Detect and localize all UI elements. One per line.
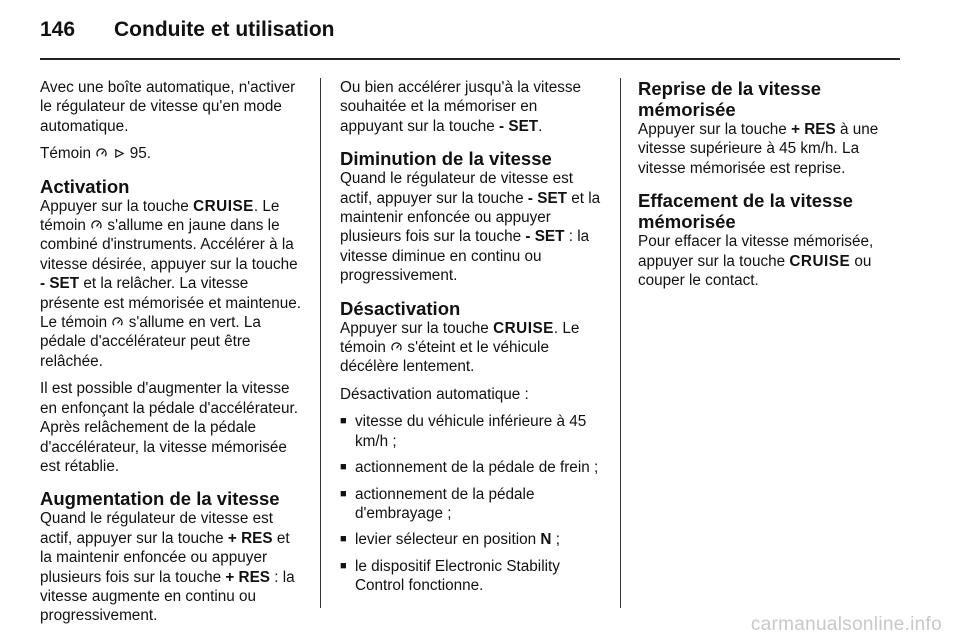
header-rule [40,58,900,60]
column-2 [340,78,604,603]
list-item: ■ levier sélecteur en position N ; [340,530,604,549]
set-key-label: - SET [499,117,539,135]
res-key-label: + RES [227,529,273,547]
intro-paragraph: Avec une boîte automatique, n'activer le régulateur de vitesse qu'en mode automatique. [40,79,296,135]
column-divider [620,78,621,608]
page-header [40,18,335,48]
page-title: Conduite et utilisation [114,18,335,41]
column-divider [320,78,321,608]
set-key-label: - SET [527,189,568,207]
page-reference-icon [114,148,125,159]
section-heading-augmentation: Augmentation de la vitesse [40,488,280,510]
page-number: 146 [40,18,76,41]
column-1 [40,78,304,634]
auto-desactivation-label: Désactivation automatique : [340,385,529,403]
cruise-control-icon [112,317,123,328]
diminution-paragraph: Quand le régulateur de vitesse est actif, appuyer sur la touche - SET et la maintenir enfoncée ou appuyer plusieurs fois sur la touche - SET : la vitesse diminue en continu ou progressivement. [340,170,601,285]
auto-desactivation-list [340,412,604,595]
cruise-control-icon [91,220,102,231]
cruise-key-label: CRUISE [789,252,851,270]
section-heading-reprise: Reprise de la vitesse mémorisée [638,78,822,120]
res-key-label: + RES [225,568,270,586]
list-item: ■ actionnement de la pédale d'embrayage ; [340,485,604,524]
set-key-label: - SET [40,275,80,293]
reprise-paragraph: Appuyer sur la touche + RES à une vitesse supérieure à 45 km/h. La vitesse mémorisée est reprise. [638,121,879,177]
list-item: ■ vitesse du véhicule inférieure à 45 km/h ; [340,412,604,451]
desactivation-paragraph: Appuyer sur la touche CRUISE. Le témoin s'éteint et le véhicule décélère lentement. [340,319,580,376]
res-key-label: + RES [791,121,836,138]
section-heading-diminution: Diminution de la vitesse [340,148,552,170]
cruise-control-icon [96,148,107,159]
section-heading-effacement: Effacement de la vitesse mémorisée [638,190,853,233]
watermark: carmanualsonline.info [750,614,942,635]
column-3 [638,78,902,298]
set-key-label: - SET [525,228,565,246]
list-item: ■ actionnement de la pédale de frein ; [340,458,604,477]
cruise-key-label: CRUISE [493,319,554,337]
cruise-key-label: CRUISE [193,197,254,215]
cruise-control-icon [391,342,402,353]
section-heading-activation: Activation [40,175,130,197]
gear-n-label: N [540,531,552,549]
activation-paragraph: Appuyer sur la touche CRUISE. Le témoin s'allume en jaune dans le combiné d'instruments. Accélérer à la vitesse désirée, appuyer sur la touche - SET et la relâcher. La vitesse présente est mémorisée et maintenue. Le témoin s'allume en vert. La pédale d'accélérateur peut être relâchée. [40,197,302,370]
effacement-paragraph: Pour effacer la vitesse mémorisée, appuyer sur la touche CRUISE ou couper le contact. [638,233,874,290]
section-heading-desactivation: Désactivation [340,297,461,319]
augmentation-paragraph: Quand le régulateur de vitesse est actif, appuyer sur la touche + RES et la maintenir enfoncée ou appuyer plusieurs fois sur la touche + RES : la vitesse augmente en continu ou progressivement. [40,510,295,625]
activation-paragraph-2: Il est possible d'augmenter la vitesse en enfonçant la pédale d'accélérateur. Après relâchement de la pédale d'accélérateur, la vitesse mémorisée est rétablie. [40,380,299,475]
list-item: ■ le dispositif Electronic Stability Control fonctionne. [340,557,604,596]
set-paragraph: Ou bien accélérer jusqu'à la vitesse souhaitée et la mémoriser en appuyant sur la touche - SET. [340,79,582,135]
temoin-reference: Témoin 95. [40,145,152,163]
